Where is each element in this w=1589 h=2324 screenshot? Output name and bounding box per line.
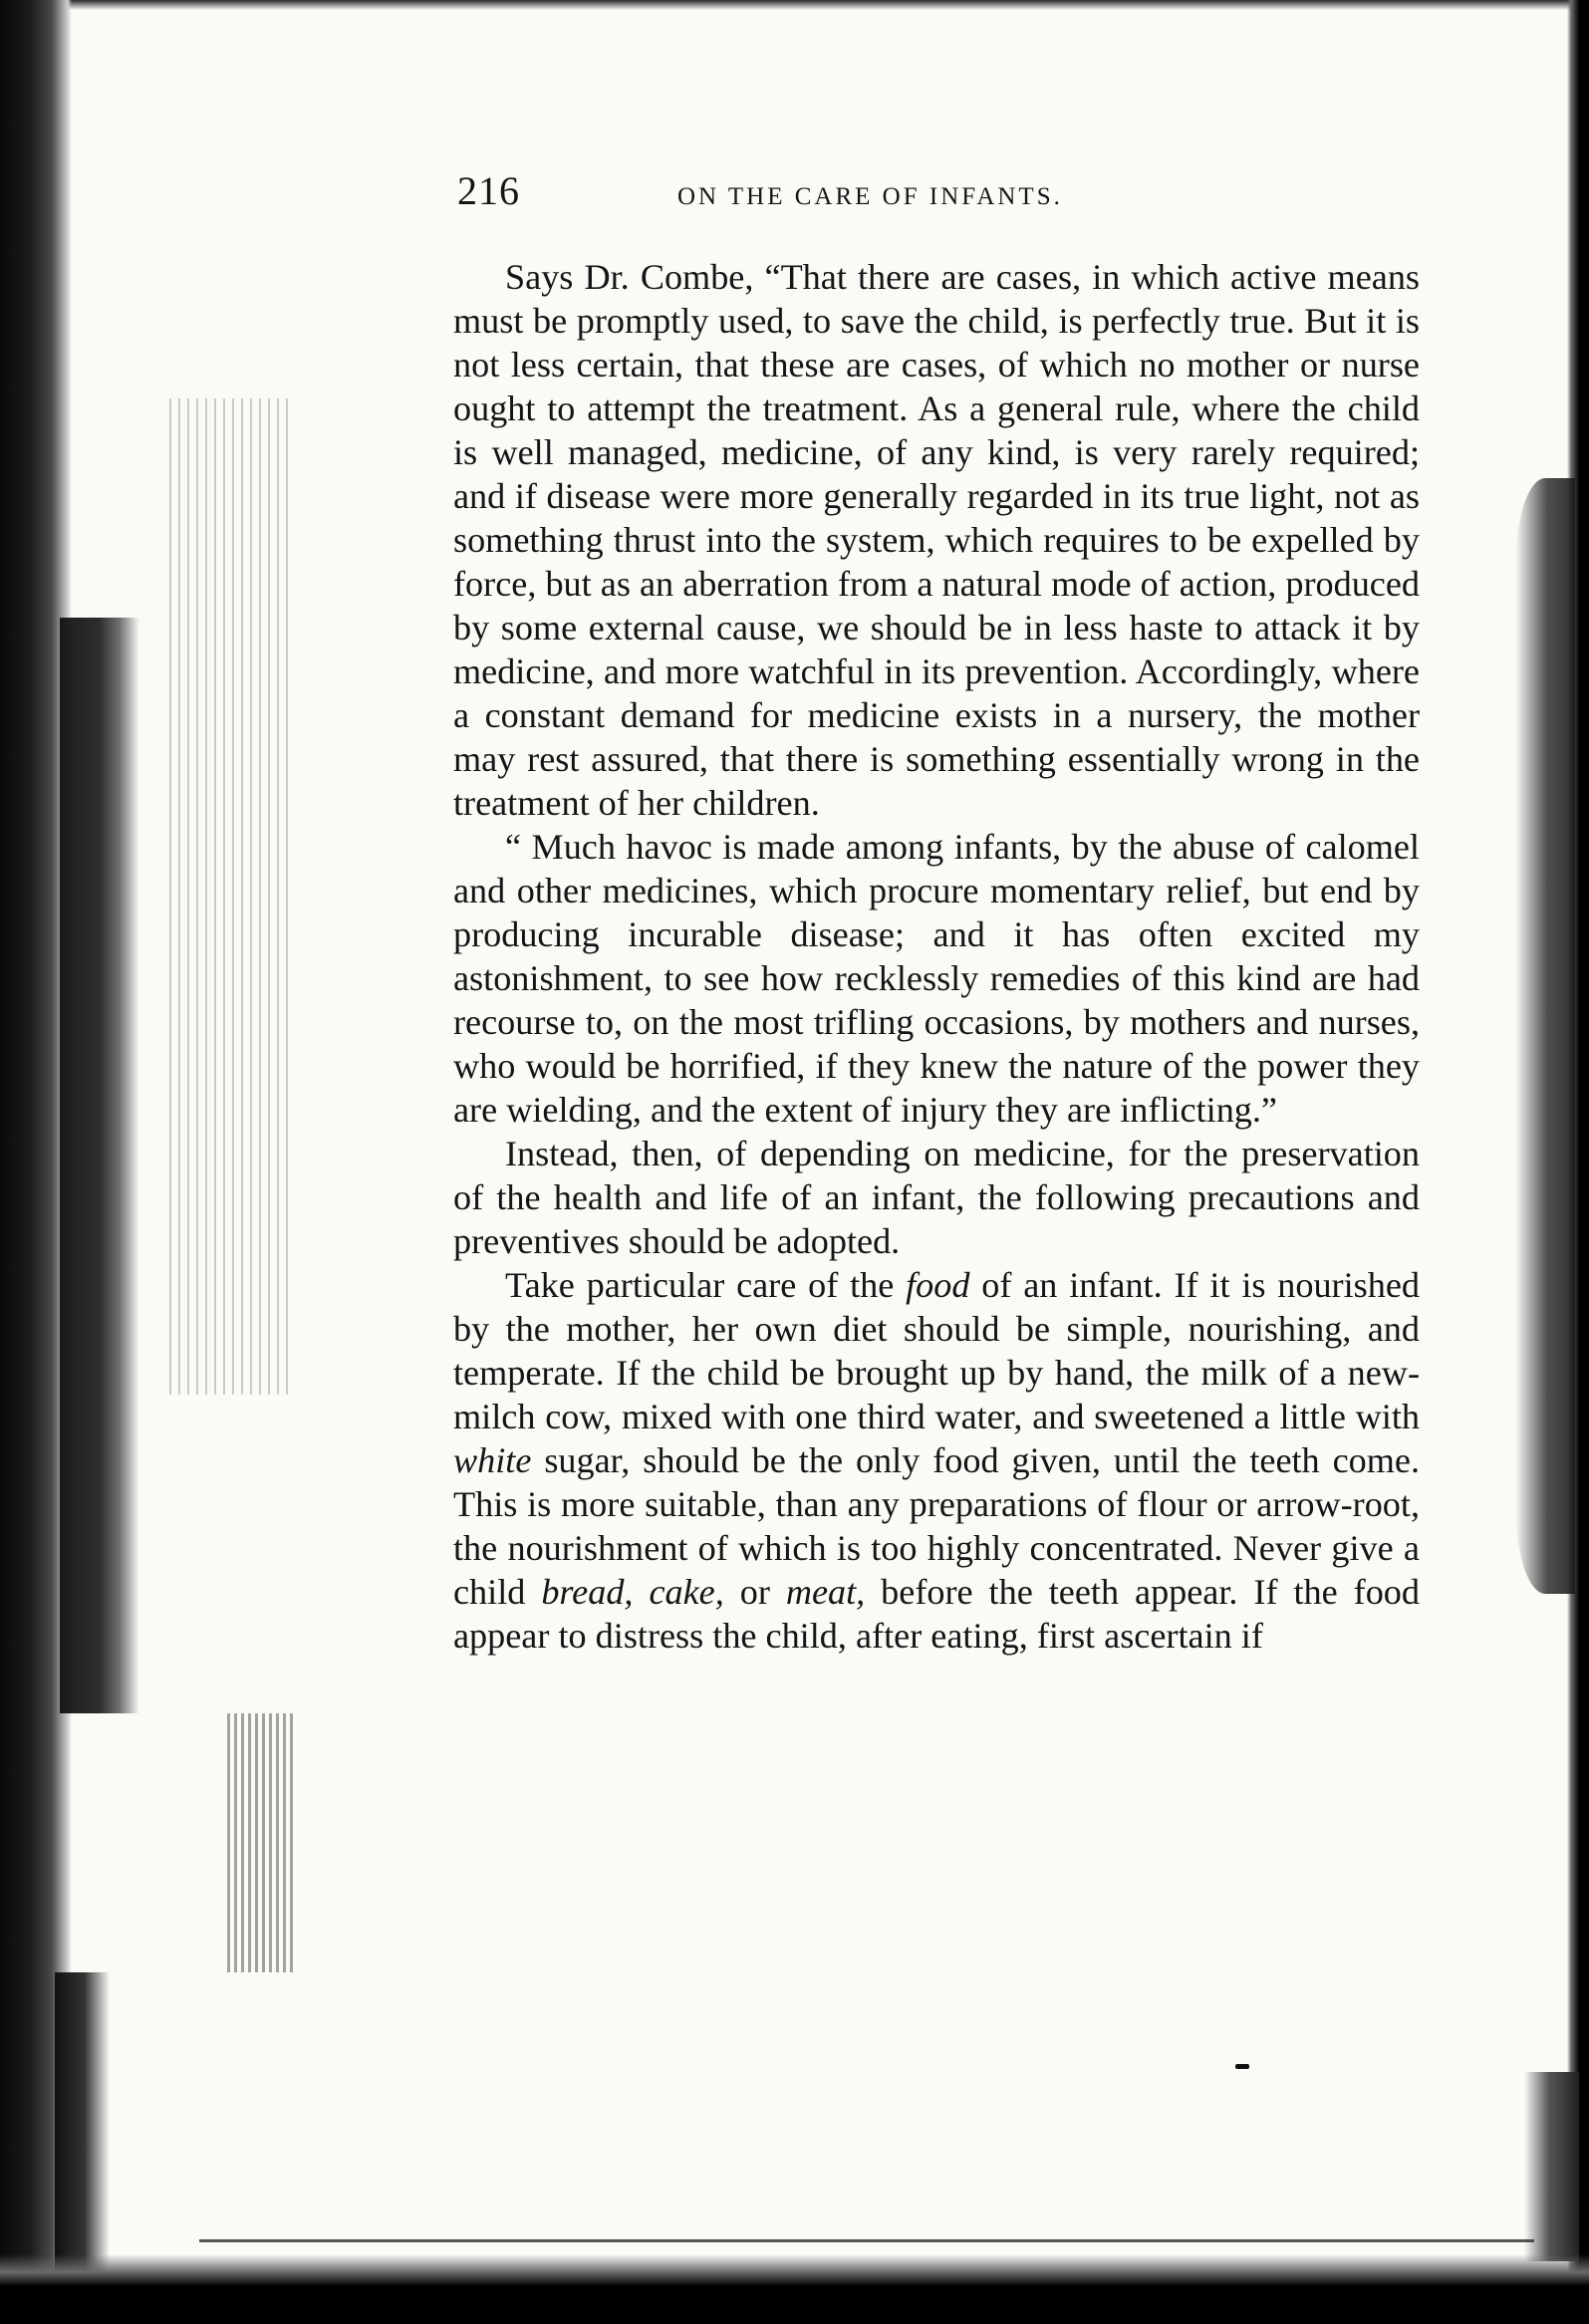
left-gutter-dark-band bbox=[60, 618, 139, 1713]
text-run: before the teeth appear. If the food appear to distress the child, after eating, first ascertain if bbox=[453, 1572, 1420, 1656]
text-run: or bbox=[723, 1572, 786, 1612]
bottom-scan-line bbox=[199, 2239, 1534, 2242]
top-edge-shadow bbox=[0, 0, 1589, 10]
italic-bread: bread, bbox=[541, 1572, 634, 1612]
right-edge-curl-shadow bbox=[1515, 478, 1575, 1594]
text-run: Take particular care of the bbox=[505, 1265, 907, 1305]
bottom-edge-shadow bbox=[0, 2254, 1589, 2324]
gutter-lower-streaks bbox=[227, 1713, 297, 1972]
running-header bbox=[453, 167, 1420, 227]
paragraph-1: Says Dr. Combe, “That there are cases, in which active means must be promptly used, to save the child, is perfectly true. But it is not less certain, that these are cases, of which no mother or nurse ought to attempt the treatment. As a general rule, where the child is well managed, medicine, of any kind, is very rarely required; and if disease were more generally regarded in its true light, not as something thrust into the system, which requires to be expelled by force, but as an aberration from a natural mode of action, produced by some external cause, we should be in less haste to attack it by medicine, and more watchful in its prevention. Accordingly, where a constant demand for medicine exists in a nursery, the mother may rest assured, that there is something essentially wrong in the treatment of her children. bbox=[453, 257, 1420, 823]
italic-white: white bbox=[453, 1440, 532, 1480]
italic-cake: cake, bbox=[649, 1572, 724, 1612]
gutter-bleed-through-streaks bbox=[169, 398, 289, 1395]
text-run: of an infant. If it is nourished by the mother, her own diet should be simple, nourishing, and temperate. If the child be brought up by hand, the milk of a new-milch cow, mixed with one third water, and sweetened a little with bbox=[453, 1265, 1420, 1436]
right-edge-bottom-shadow bbox=[1524, 2072, 1579, 2261]
page-content bbox=[453, 167, 1420, 2040]
text-run bbox=[633, 1572, 649, 1612]
italic-meat: meat, bbox=[785, 1572, 866, 1612]
paragraph-4 bbox=[453, 1263, 1420, 1658]
italic-food: food bbox=[906, 1265, 970, 1305]
page-number: 216 bbox=[457, 168, 520, 213]
left-gutter-bottom-shadow bbox=[55, 1972, 110, 2271]
dust-speck bbox=[1235, 2064, 1249, 2069]
body-text bbox=[453, 255, 1420, 1658]
text-run: sugar, should be the only food given, until the teeth come. This is more suitable, than any preparations of flour or arrow-root, the nourishment of which is too highly concentrated. Never give a child bbox=[453, 1440, 1420, 1612]
running-title: ON THE CARE OF INFANTS. bbox=[677, 183, 1063, 210]
paragraph-2: “ Much havoc is made among infants, by the abuse of calomel and other medicines, which procure momentary relief, but end by producing incurable disease; and it has often excited my astonishment, to see how recklessly remedies of this kind are had recourse to, on the most trifling occasions, by mothers and nurses, who would be horrified, if they knew the nature of the power they are wielding, and the extent of injury they are inflicting.” bbox=[453, 827, 1420, 1130]
paragraph-3: Instead, then, of depending on medicine, for the preservation of the health and life of an infant, the following precautions and preventives should be adopted. bbox=[453, 1134, 1420, 1261]
